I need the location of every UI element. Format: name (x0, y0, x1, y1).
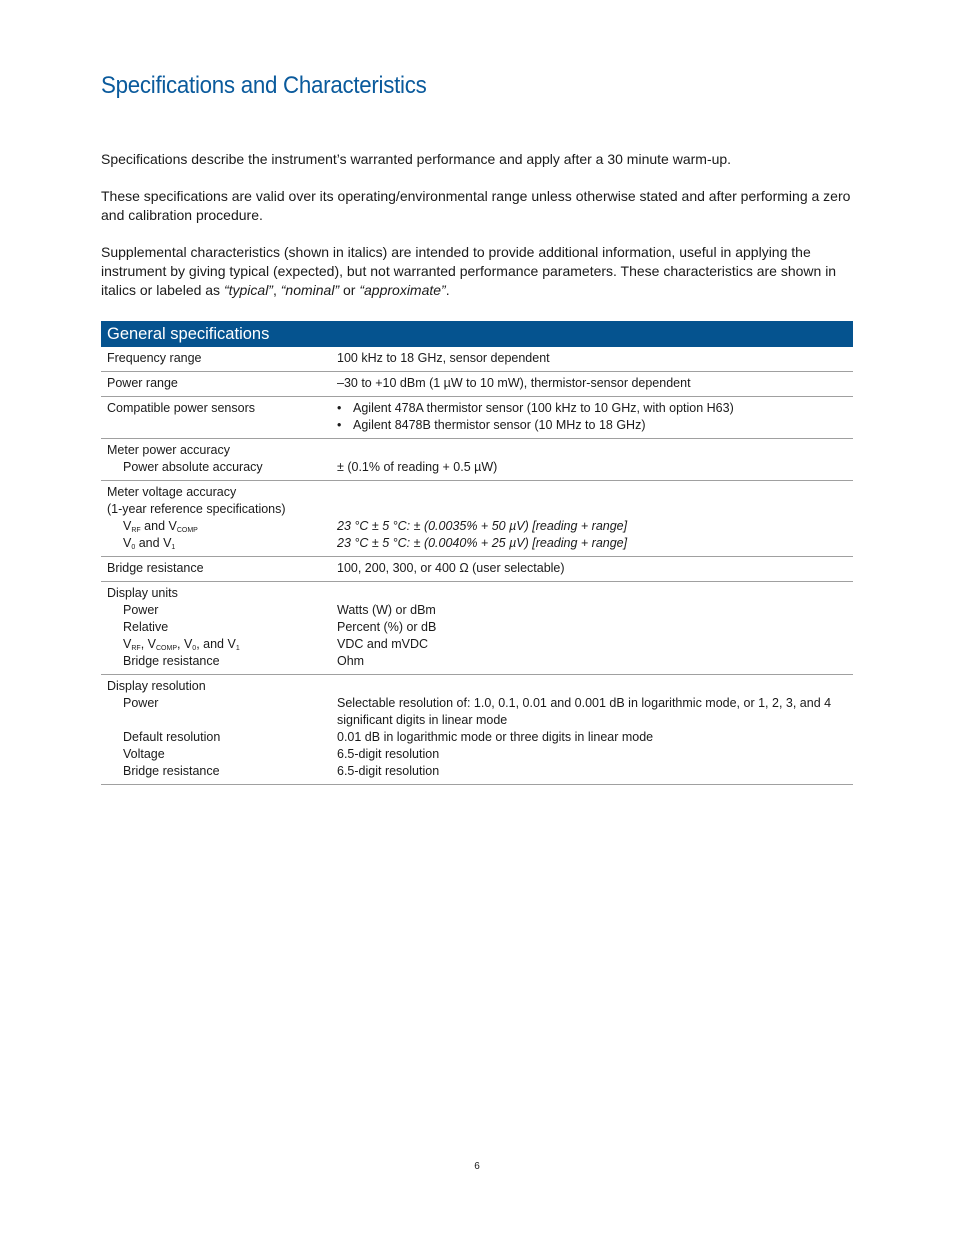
term-nominal: “nominal” (280, 282, 340, 298)
symbol: V (183, 637, 193, 651)
subscript: 1 (235, 645, 240, 652)
row-sub-label: Power (123, 603, 159, 617)
separator: , and (196, 637, 228, 651)
voltage-accuracy-value: 23 °C ± 5 °C: ± (0.0035% + 50 µV) [reading + range] (337, 519, 628, 533)
unit-value: Ohm (337, 654, 365, 668)
sensor-item: Agilent 8478B thermistor sensor (10 MHz to 18 GHz) (353, 418, 646, 432)
row-value (337, 400, 853, 434)
symbol: V (163, 536, 172, 550)
row-label: Power range (107, 376, 178, 390)
spacer (337, 484, 849, 501)
row-label: Compatible power sensors (107, 401, 255, 415)
row-label-note: (1-year reference specifications) (107, 502, 286, 516)
row-label-main: Meter voltage accuracy (107, 485, 237, 499)
subscript: COMP (176, 527, 198, 534)
bullet-icon: • (337, 401, 342, 415)
spacer (337, 501, 849, 518)
row-label (101, 678, 337, 780)
row-sub-label: Power (123, 696, 159, 710)
row-value (337, 678, 853, 780)
unit-value: Percent (%) or dB (337, 620, 437, 634)
unit-value: Watts (W) or dBm (337, 603, 436, 617)
row-value: 100 kHz to 18 GHz, sensor dependent (337, 351, 550, 365)
subscript: RF (131, 645, 141, 652)
row-sub-label: Bridge resistance (123, 654, 220, 668)
separator: . (445, 282, 450, 298)
row-label: Bridge resistance (107, 561, 204, 575)
table-row-display-resolution (101, 675, 853, 785)
row-value (337, 442, 853, 476)
conjunction: and (135, 536, 164, 550)
table-row-compatible-sensors (101, 397, 853, 439)
symbol: V (168, 519, 177, 533)
table-header: General specifications (101, 321, 853, 347)
sensor-item: Agilent 478A thermistor sensor (100 kHz to 10 GHz, with option H63) (353, 401, 734, 415)
conjunction: and (140, 519, 169, 533)
separator: or (339, 282, 360, 298)
separator: , (140, 637, 148, 651)
page-title: Specifications and Characteristics (101, 72, 427, 99)
symbol: V (123, 637, 132, 651)
row-value (337, 484, 853, 552)
resolution-value: 6.5-digit resolution (337, 747, 440, 761)
term-typical: “typical” (223, 282, 273, 298)
intro-paragraph-3 (101, 243, 853, 300)
row-value (337, 585, 853, 670)
subscript: 1 (171, 544, 176, 551)
intro-p3-text: Supplemental characteristics (shown in italics) are intended to provide additional information, useful in applying the instrument by giving typical (expected), but not warranted performance parameters. These characteristics are shown in italics or labeled as (101, 244, 837, 298)
row-sub-label (107, 535, 337, 552)
subscript: 0 (131, 544, 136, 551)
table-row-power-range (101, 372, 853, 397)
symbol: V (123, 536, 132, 550)
row-label-main: Display resolution (107, 679, 206, 693)
row-sub-label (107, 636, 337, 653)
row-sub-label: Power absolute accuracy (123, 460, 263, 474)
intro-text (101, 150, 853, 318)
list-item (337, 417, 849, 434)
resolution-value: significant digits in linear mode (337, 713, 508, 727)
row-sub-label: Bridge resistance (123, 764, 220, 778)
list-item (337, 400, 849, 417)
symbol: V (147, 637, 156, 651)
symbol: V (227, 637, 236, 651)
spacer (337, 442, 849, 459)
spacer (337, 585, 849, 602)
row-label: Frequency range (107, 351, 202, 365)
general-specifications-table (101, 321, 853, 785)
separator: , (272, 282, 281, 298)
row-sub-label (107, 518, 337, 535)
page-number: 6 (474, 1161, 480, 1172)
table-row-bridge-resistance (101, 557, 853, 582)
row-sub-label: Voltage (123, 747, 165, 761)
table-row-display-units (101, 582, 853, 675)
row-label-main: Display units (107, 586, 178, 600)
power-accuracy-value: ± (0.1% of reading + 0.5 µW) (337, 460, 498, 474)
row-label-main: Meter power accuracy (107, 443, 230, 457)
term-approximate: “approximate” (359, 282, 446, 298)
row-label (101, 484, 337, 552)
voltage-accuracy-value: 23 °C ± 5 °C: ± (0.0040% + 25 µV) [reading + range] (337, 536, 628, 550)
row-value: –30 to +10 dBm (1 µW to 10 mW), thermistor-sensor dependent (337, 376, 691, 390)
resolution-value: 6.5-digit resolution (337, 764, 440, 778)
subscript: RF (131, 527, 141, 534)
row-sub-label: Default resolution (123, 730, 221, 744)
subscript: COMP (155, 645, 177, 652)
resolution-value: 0.01 dB in logarithmic mode or three digits in linear mode (337, 730, 654, 744)
intro-paragraph-2: These specifications are valid over its operating/environmental range unless otherwise stated and after performing a zero and calibration procedure. (101, 188, 851, 223)
table-row-frequency-range (101, 347, 853, 372)
symbol: V (123, 519, 132, 533)
spacer (337, 678, 849, 695)
row-label (101, 442, 337, 476)
table-row-meter-voltage-accuracy (101, 481, 853, 557)
resolution-value: Selectable resolution of: 1.0, 0.1, 0.01 and 0.001 dB in logarithmic mode, or 1, 2, 3, and 4 (337, 696, 832, 710)
row-sub-label: Relative (123, 620, 169, 634)
table-row-meter-power-accuracy (101, 439, 853, 481)
spacer (107, 712, 337, 729)
row-label (101, 585, 337, 670)
intro-paragraph-1: Specifications describe the instrument’s warranted performance and apply after a 30 minute warm-up. (101, 151, 732, 167)
unit-value: VDC and mVDC (337, 637, 428, 651)
subscript: 0 (192, 645, 197, 652)
bullet-icon: • (337, 418, 342, 432)
separator: , (176, 637, 184, 651)
row-value: 100, 200, 300, or 400 Ω (user selectable) (337, 561, 565, 575)
